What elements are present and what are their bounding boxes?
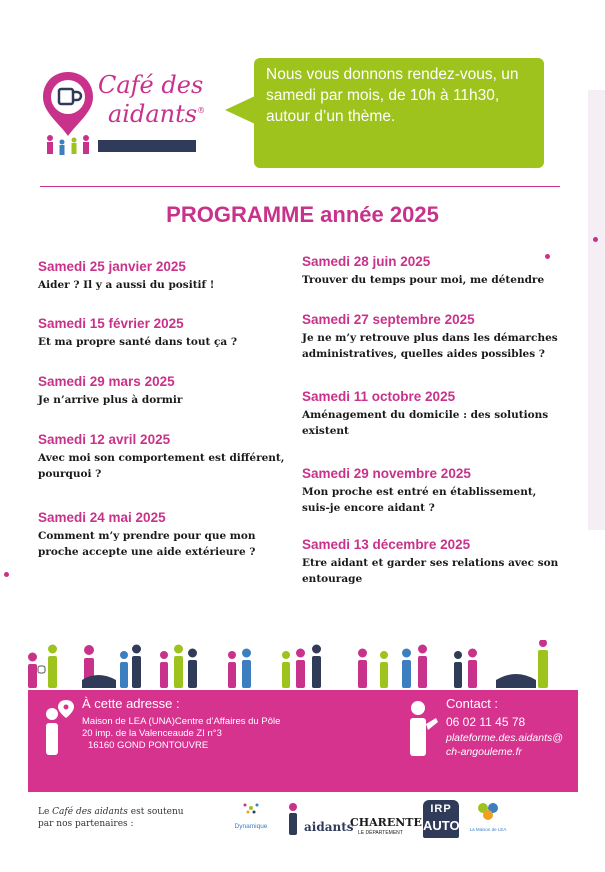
aidants-figure-icon: [288, 802, 302, 836]
address-line1: Maison de LEA (UNA)Centre d’Affaires du Pôle: [82, 716, 281, 727]
event-item: [302, 536, 560, 587]
support-line2: par nos partenaires :: [38, 819, 134, 829]
sparkle-icon: [226, 800, 276, 818]
event-item: [38, 258, 288, 293]
decor-dot: [593, 237, 598, 242]
event-date: Samedi 29 novembre 2025: [302, 466, 471, 481]
partner-dynamique-logo: [226, 800, 276, 840]
divider: [40, 186, 560, 187]
logo-line2: aidants: [108, 100, 198, 128]
event-item: [302, 465, 560, 516]
dynamique-text: Dynamique: [234, 823, 268, 830]
address-label: À cette adresse :: [82, 696, 180, 711]
decor-dot: [4, 572, 9, 577]
bubble-text: Nous vous donnons rendez-vous, un samedi par mois, de 10h à 11h30, autour d’un thème.: [266, 66, 519, 125]
event-date: Samedi 28 juin 2025: [302, 254, 431, 269]
event-topic: Trouver du temps pour moi, me détendre: [302, 274, 545, 286]
event-topic: Aider ? Il y a aussi du positif !: [38, 279, 215, 291]
contact-email[interactable]: [446, 731, 563, 759]
bubble-tail: [225, 96, 255, 124]
event-date: Samedi 29 mars 2025: [38, 374, 175, 389]
event-topic: Je ne m’y retrouve plus dans les démarches administratives, quelles aides possibles ?: [302, 332, 558, 360]
event-item: [38, 373, 288, 408]
logo-bar: [98, 140, 196, 152]
event-item: [38, 431, 288, 482]
logo-line1: Café des: [98, 71, 204, 99]
contact-person-icon: [406, 698, 440, 760]
event-item: [38, 315, 288, 350]
program-title: PROGRAMME année 2025: [166, 202, 439, 227]
contact-email-line2: ch-angouleme.fr: [446, 746, 522, 758]
event-date: Samedi 15 février 2025: [38, 316, 184, 331]
event-topic: Et ma propre santé dans tout ça ?: [38, 336, 238, 348]
support-prefix: Le: [38, 807, 53, 817]
charente-sub: LE DÉPARTEMENT: [358, 830, 403, 836]
support-suffix: est soutenu: [127, 807, 184, 817]
contact-phone[interactable]: 06 02 11 45 78: [446, 715, 526, 729]
event-date: Samedi 24 mai 2025: [38, 510, 166, 525]
event-topic: Je n’arrive plus à dormir: [38, 394, 183, 406]
people-group-icon: [28, 640, 548, 688]
charente-text: CHARENTE: [350, 816, 422, 829]
event-topic: Mon proche est entré en établissement, suis-je encore aidant ?: [302, 486, 537, 514]
location-pin-icon: [44, 698, 76, 758]
event-item: [302, 388, 560, 439]
event-topic: Comment m’y prendre pour que mon proche accepte une aide extérieure ?: [38, 530, 256, 558]
event-date: Samedi 25 janvier 2025: [38, 259, 186, 274]
lea-text: La Maison de LEA: [469, 827, 507, 832]
people-illustration: [28, 640, 568, 690]
logo-title: [98, 72, 205, 127]
support-text: [38, 806, 184, 830]
partner-charente-logo: [350, 800, 422, 840]
event-date: Samedi 11 octobre 2025: [302, 389, 456, 404]
aidants-text: aidants: [304, 820, 354, 834]
event-date: Samedi 12 avril 2025: [38, 432, 171, 447]
event-item: [38, 509, 278, 560]
event-item: [302, 311, 560, 362]
event-topic: Aménagement du domicile : des solutions existent: [302, 409, 549, 437]
decor-dot: [545, 254, 550, 259]
event-item: [302, 253, 560, 288]
lea-flower-icon: [473, 800, 503, 822]
contact-label: Contact :: [446, 696, 499, 711]
contact-email-line1: plateforme.des.aidants@: [446, 732, 563, 744]
cafe-pin-logo-icon: [40, 70, 96, 160]
side-band: [588, 90, 605, 530]
address-line2: 20 imp. de la Valenceaude ZI n°3: [82, 728, 222, 739]
irp-text: IRP: [430, 803, 452, 815]
logo-reg: ®: [197, 106, 206, 115]
partner-aidants-logo: [288, 800, 354, 840]
partner-lea-logo: [466, 800, 510, 840]
address-line3: 16160 GOND PONTOUVRE: [88, 740, 209, 751]
event-date: Samedi 13 décembre 2025: [302, 537, 471, 552]
event-topic: Etre aidant et garder ses relations avec son entourage: [302, 557, 559, 585]
auto-text: AUTO: [423, 818, 460, 833]
event-topic: Avec moi son comportement est différent, pourquoi ?: [38, 452, 285, 480]
event-date: Samedi 27 septembre 2025: [302, 312, 475, 327]
partner-irp-auto-logo: [423, 800, 459, 838]
support-italic: Café des aidants: [52, 807, 128, 817]
